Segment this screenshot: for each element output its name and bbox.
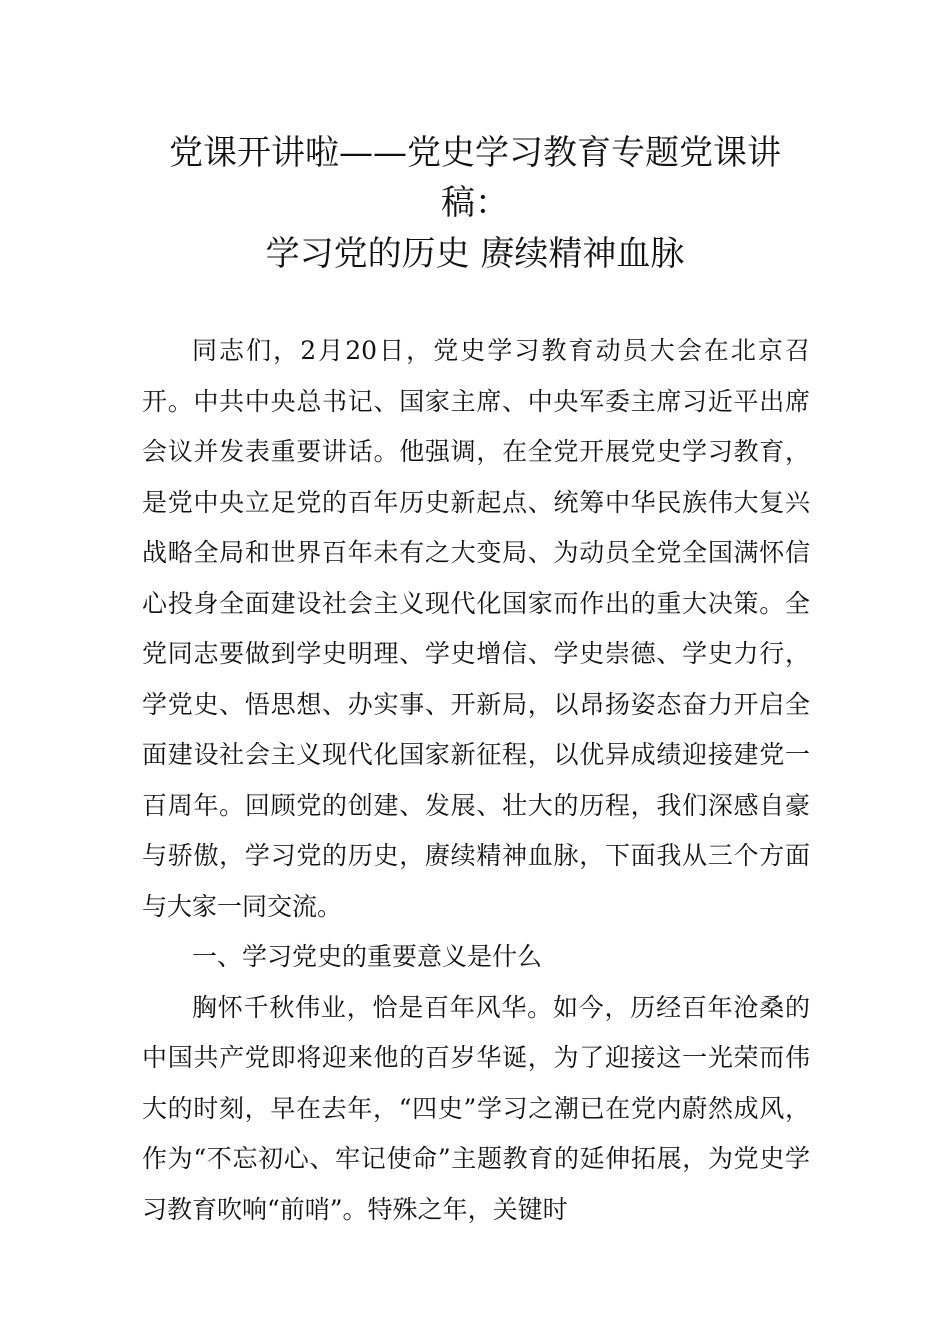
document-body (142, 326, 810, 1235)
paragraph-intro: 同志们，2月20日，党史学习教育动员大会在北京召开。中共中央总书记、国家主席、中央军委主席习近平出席会议并发表重要讲话。他强调，在全党开展党史学习教育，是党中央立足党的百年历史新起点、统筹中华民族伟大复兴战略全局和世界百年未有之大变局、为动员全党全国满怀信心投身全面建设社会主义现代化国家而作出的重大决策。全党同志要做到学史明理、学史增信、学史崇德、学史力行，学党史、悟思想、办实事、开新局，以昂扬姿态奋力开启全面建设社会主义现代化国家新征程，以优异成绩迎接建党一百周年。回顾党的创建、发展、壮大的历程，我们深感自豪与骄傲，学习党的历史，赓续精神血脉，下面我从三个方面与大家一同交流。 (142, 336, 810, 921)
title-sub: 学习党的历史 赓续精神血脉 (265, 234, 685, 274)
document-title (140, 128, 810, 280)
section-heading-1: 一、学习党史的重要意义是什么 (192, 942, 543, 971)
paragraph-section-1: 胸怀千秋伟业，恰是百年风华。如今，历经百年沧桑的中国共产党即将迎来他的百岁华诞，为了迎接这一光荣而伟大的时刻，早在去年，“四史”学习之潮已在党内蔚然成风，作为“不忘初心、牢记使命”主题教育的延伸拓展，为党史学习教育吹响“前哨”。特殊之年，关键时 (142, 992, 810, 1224)
title-main: 党课开讲啦——党史学习教育专题党课讲稿： (169, 133, 781, 223)
